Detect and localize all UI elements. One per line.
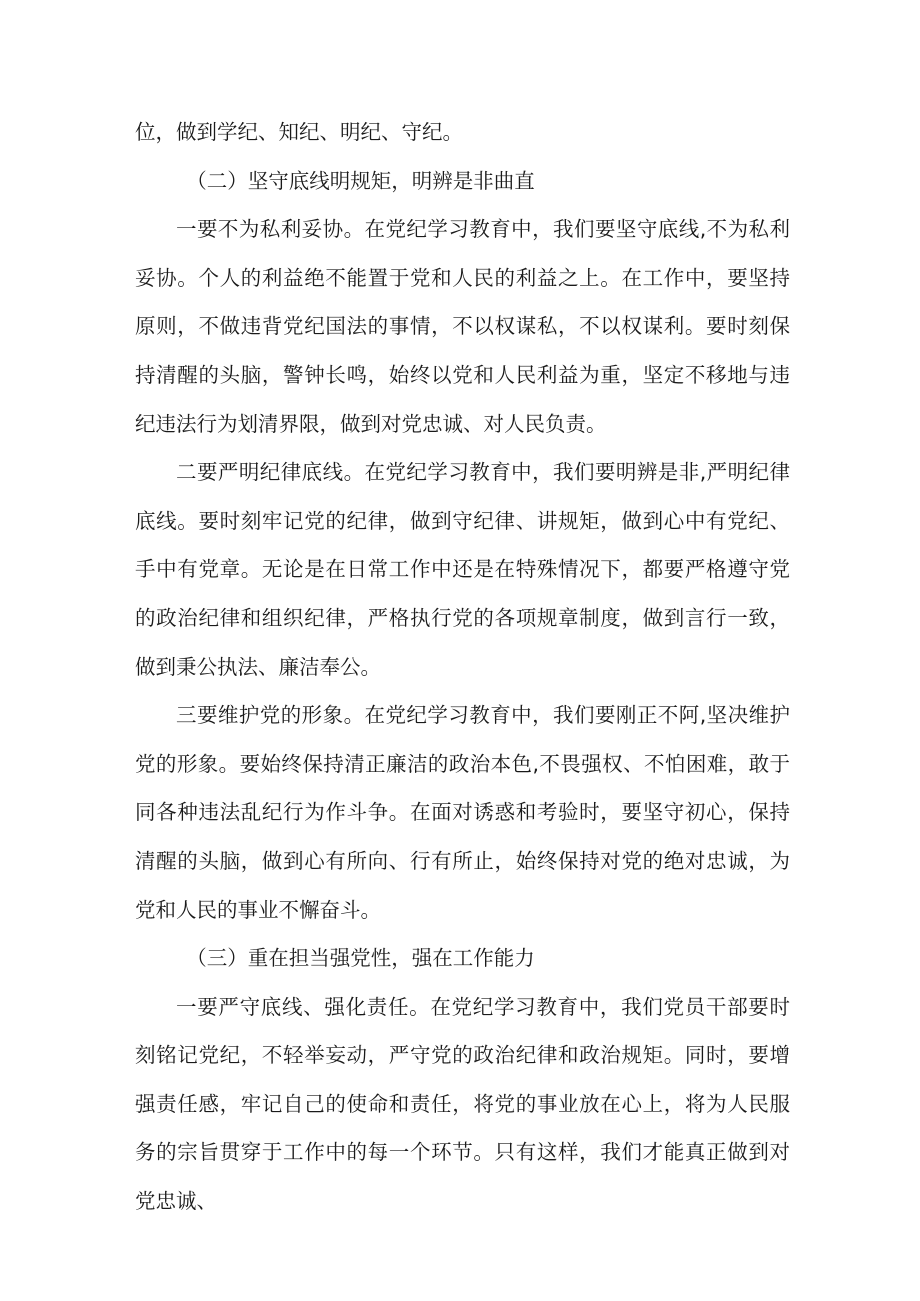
paragraph-1: 一要不为私利妥协。在党纪学习教育中，我们要坚守底线,不为私利妥协。个人的利益绝不能置于党和人民的利益之上。在工作中，要坚持原则，不做违背党纪国法的事情，不以权谋私，不以权谋利。要时刻保持清醒的头脑，警钟长鸣，始终以党和人民利益为重，坚定不移地与违纪违法行为划清界限，做到对党忠诚、对人民负责。 [135,217,790,436]
section-heading-2: （二）坚守底线明规矩，明辨是非曲直 [186,168,535,193]
section-heading-3: （三）重在担当强党性，强在工作能力 [186,946,535,971]
paragraph-4: 一要严守底线、强化责任。在党纪学习教育中，我们党员干部要时刻铭记党纪，不轻举妄动，严守党的政治纪律和政治规矩。同时，要增强责任感，牢记自己的使命和责任，将党的事业放在心上，将为人民服务的宗旨贯穿于工作中的每一个环节。只有这样，我们才能真正做到对党忠诚、 [135,994,790,1214]
paragraph-3: 三要维护党的形象。在党纪学习教育中，我们要刚正不阿,坚决维护党的形象。要始终保持清正廉洁的政治本色,不畏强权、不怕困难，敢于同各种违法乱纪行为作斗争。在面对诱惑和考验时，要坚守初心，保持清醒的头脑，做到心有所向、行有所止，始终保持对党的绝对忠诚，为党和人民的事业不懈奋斗。 [135,703,790,922]
paragraph-2: 二要严明纪律底线。在党纪学习教育中，我们要明辨是非,严明纪律底线。要时刻牢记党的纪律，做到守纪律、讲规矩，做到心中有党纪、手中有党章。无论是在日常工作中还是在特殊情况下，都要严格遵守党的政治纪律和组织纪律，严格执行党的各项规章制度，做到言行一致，做到秉公执法、廉洁奉公。 [135,460,790,679]
paragraph-continuation: 位，做到学纪、知纪、明纪、守纪。 [135,120,463,144]
document-body [135,108,790,1226]
